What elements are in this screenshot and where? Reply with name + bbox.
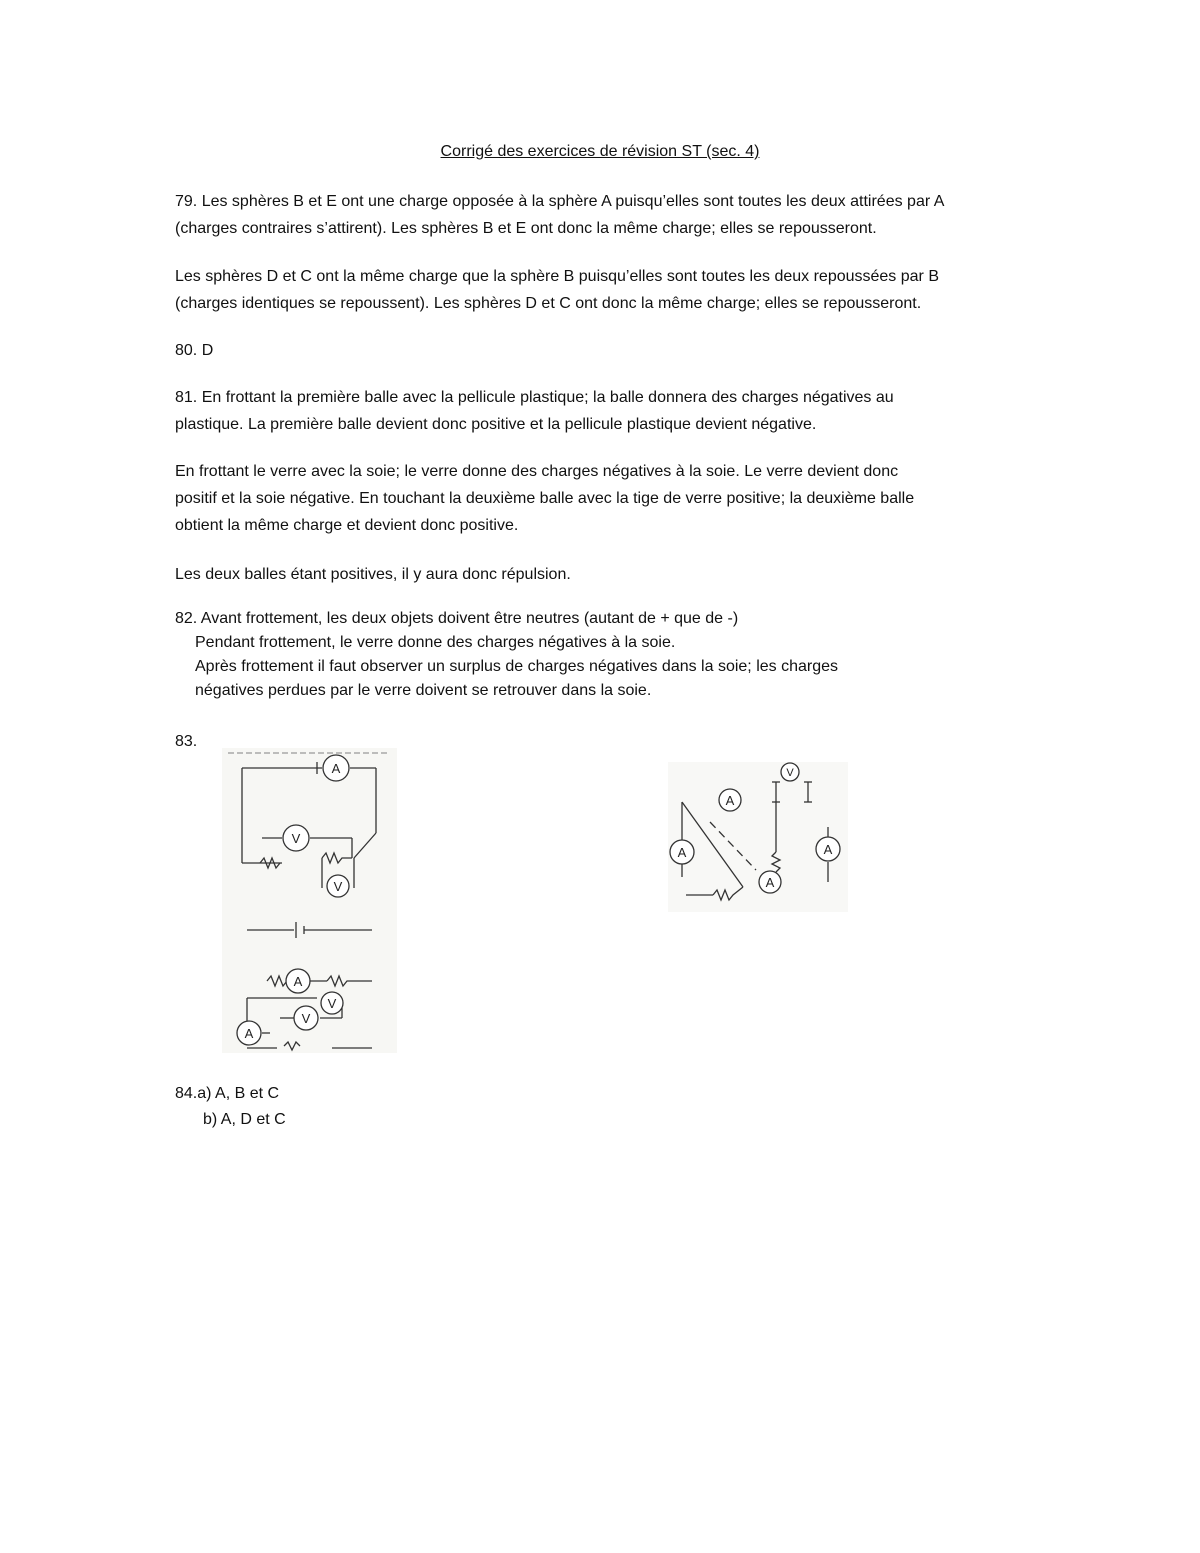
meter-label: V	[291, 831, 301, 846]
scan-background	[668, 762, 848, 912]
text-line: Les deux balles étant positives, il y aura donc répulsion.	[175, 566, 571, 583]
text-line: positif et la soie négative. En touchant la deuxième balle avec la tige de verre positive; la deuxième balle	[175, 490, 915, 507]
q84-answers	[175, 1081, 1045, 1133]
q79-paragraph-2	[175, 263, 1045, 317]
text-line: b) A, D et C	[203, 1111, 286, 1128]
meter-label: A	[293, 974, 303, 989]
q81-paragraph-3	[175, 561, 1045, 588]
meter-label: A	[725, 793, 735, 808]
meter-label: V	[786, 767, 794, 779]
circuit-diagram-left	[222, 748, 397, 1053]
text-line: 80. D	[175, 342, 214, 359]
text-line: plastique. La première balle devient donc positive et la pellicule plastique devient négative.	[175, 416, 817, 433]
meter-label: A	[823, 842, 833, 857]
meter-label: A	[244, 1026, 254, 1041]
text-line: négatives perdues par le verre doivent se retrouver dans la soie.	[195, 682, 652, 699]
text-line: Pendant frottement, le verre donne des charges négatives à la soie.	[195, 634, 676, 651]
meter-label: V	[301, 1011, 311, 1026]
q81-paragraph-1	[175, 384, 1045, 438]
q81-paragraph-2	[175, 458, 1045, 539]
page-title: Corrigé des exercices de révision ST (sec. 4)	[440, 143, 760, 160]
text-line: Les sphères D et C ont la même charge que la sphère B puisqu’elles sont toutes les deux repoussées par B	[175, 268, 939, 285]
q82-paragraph	[175, 607, 1045, 703]
meter-label: A	[331, 761, 341, 776]
text-line: 84.a) A, B et C	[175, 1085, 280, 1102]
meter-label: V	[327, 996, 337, 1011]
text-line: 82. Avant frottement, les deux objets doivent être neutres (autant de + que de -)	[175, 610, 739, 627]
text-line: (charges identiques se repoussent). Les sphères D et C ont donc la même charge; elles se repousseront.	[175, 295, 922, 312]
meter-label: A	[677, 845, 687, 860]
text-line: Après frottement il faut observer un surplus de charges négatives dans la soie; les charges	[195, 658, 839, 675]
text-line: En frottant le verre avec la soie; le verre donne des charges négatives à la soie. Le verre devient donc	[175, 463, 899, 480]
text-line: (charges contraires s’attirent). Les sphères B et E ont donc la même charge; elles se repousseront.	[175, 220, 877, 237]
text-line: obtient la même charge et devient donc positive.	[175, 517, 519, 534]
text-line: 79. Les sphères B et E ont une charge opposée à la sphère A puisqu’elles sont toutes les deux attirées par A	[175, 193, 945, 210]
text-line: 83.	[175, 733, 198, 750]
meter-label: A	[765, 875, 775, 890]
meter-label: V	[333, 879, 343, 894]
q79-paragraph-1	[175, 188, 1045, 242]
q80-answer	[175, 337, 1045, 364]
text-line: 81. En frottant la première balle avec la pellicule plastique; la balle donnera des charges négatives au	[175, 389, 894, 406]
circuit-diagram-right	[668, 762, 848, 912]
